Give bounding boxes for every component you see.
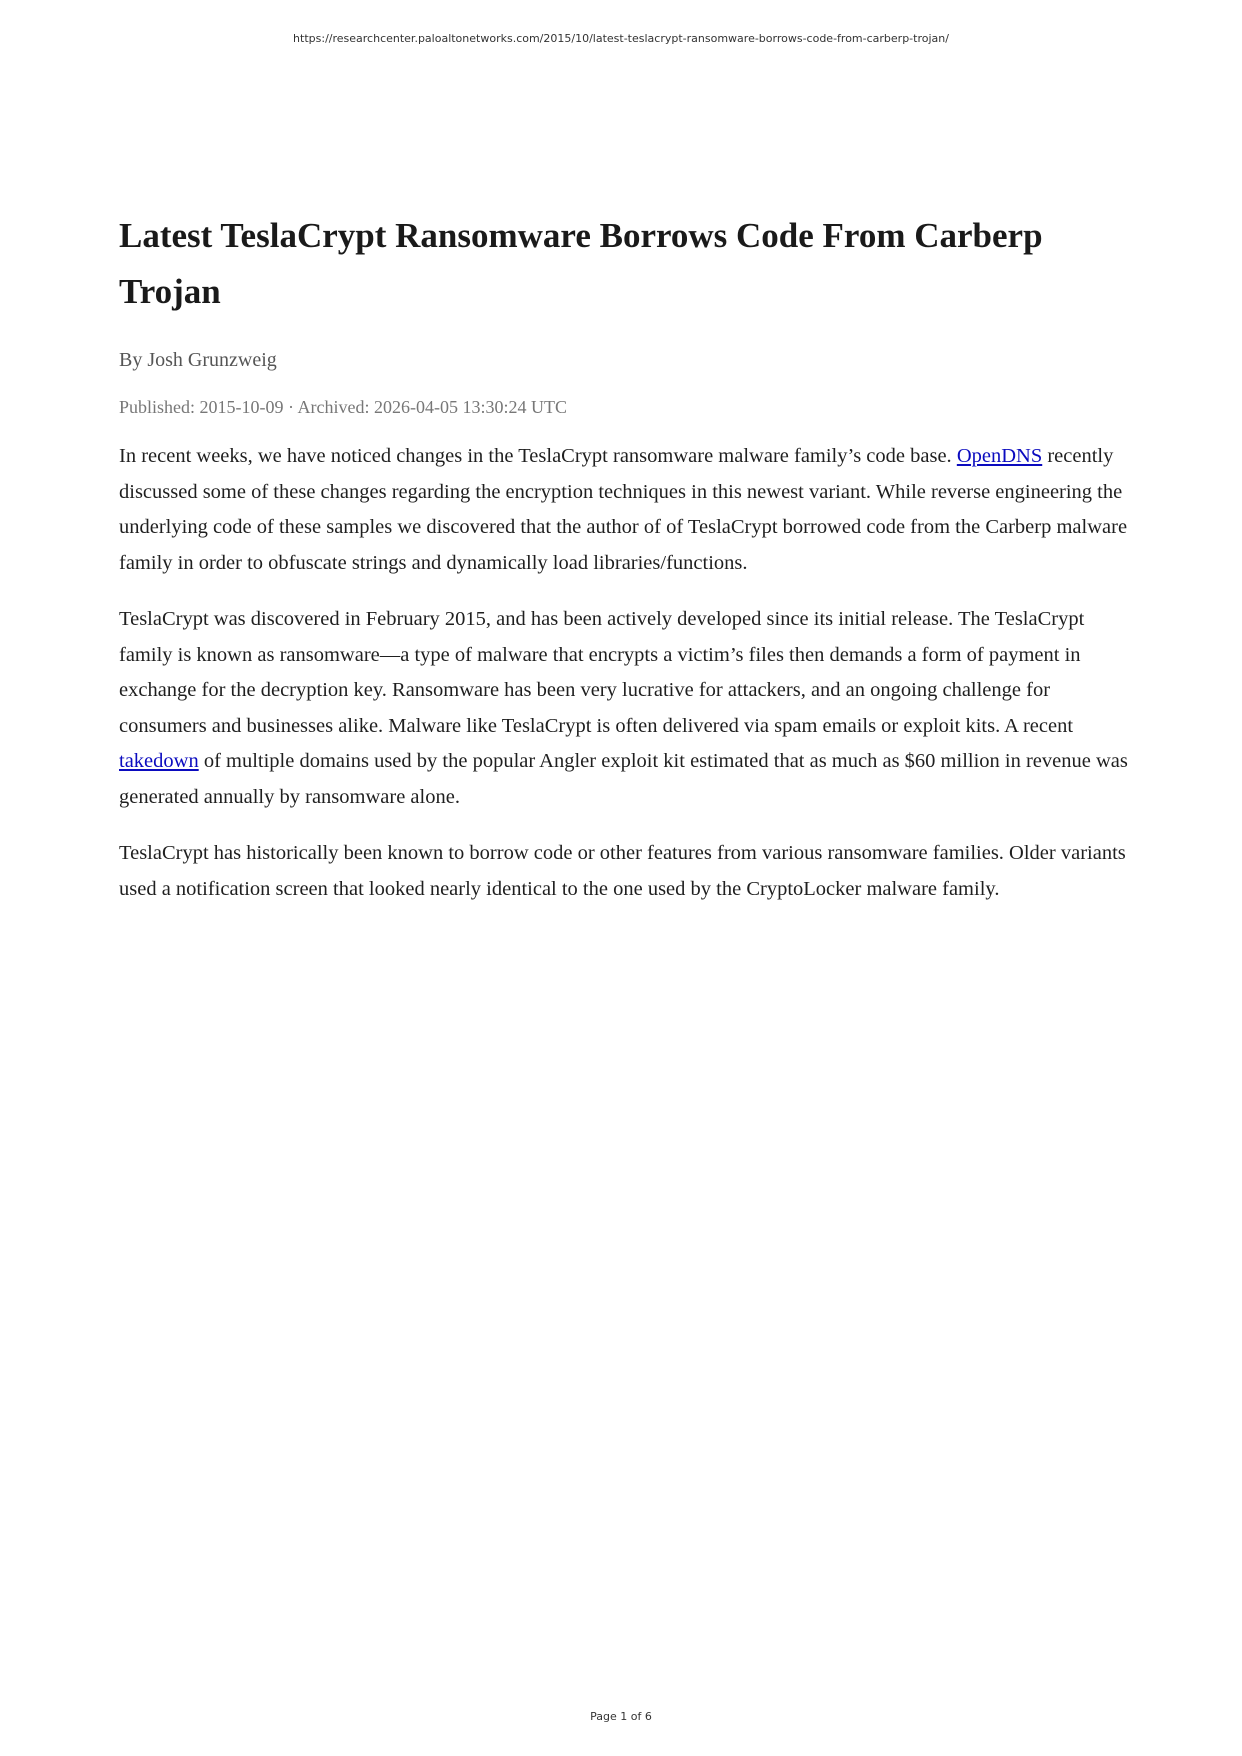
article-byline: By Josh Grunzweig: [119, 349, 277, 371]
takedown-link[interactable]: takedown: [119, 750, 199, 772]
paragraph-1-text-after-link: recently discussed some of these changes regarding the encryption techniques in this newest variant. While reverse engineering the underlying code of these samples we discovered that the author of of TeslaCrypt borrowed code from the Carberp malware family in order to obfuscate strings and dynamically load libraries/functions.: [119, 445, 1128, 574]
article-title: Latest TeslaCrypt Ransomware Borrows Code From Carberp Trojan: [119, 216, 1043, 311]
article-body: [119, 439, 1129, 907]
paragraph-1: [119, 439, 1129, 581]
paragraph-3: TeslaCrypt has historically been known to borrow code or other features from various ransomware families. Older variants used a notification screen that looked nearly identical to the one used by the CryptoLocker malware family.: [119, 842, 1126, 900]
paragraph-2-text-before-link: TeslaCrypt was discovered in February 2015, and has been actively developed since its initial release. The TeslaCrypt family is known as ransomware—a type of malware that encrypts a victim’s files then demands a form of payment in exchange for the decryption key. Ransomware has been very lucrative for attackers, and an ongoing challenge for consumers and businesses alike. Malware like TeslaCrypt is often delivered via spam emails or exploit kits. A recent: [119, 608, 1085, 737]
paragraph-2: [119, 602, 1129, 815]
paragraph-2-text-after-link: of multiple domains used by the popular Angler exploit kit estimated that as much as $60 million in revenue was generated annually by ransomware alone.: [119, 750, 1128, 808]
page-number: Page 1 of 6: [590, 1710, 652, 1723]
article: [119, 208, 1129, 928]
opendns-link[interactable]: OpenDNS: [956, 445, 1043, 467]
print-header-url: https://researchcenter.paloaltonetworks.com/2015/10/latest-teslacrypt-ransomware-borrows-code-from-carberp-trojan/: [293, 32, 949, 45]
paragraph-1-text-before-link: In recent weeks, we have noticed changes in the TeslaCrypt ransomware malware family’s code base.: [119, 445, 957, 467]
article-publish-meta: Published: 2015-10-09 · Archived: 2026-04-05 13:30:24 UTC: [119, 397, 567, 417]
